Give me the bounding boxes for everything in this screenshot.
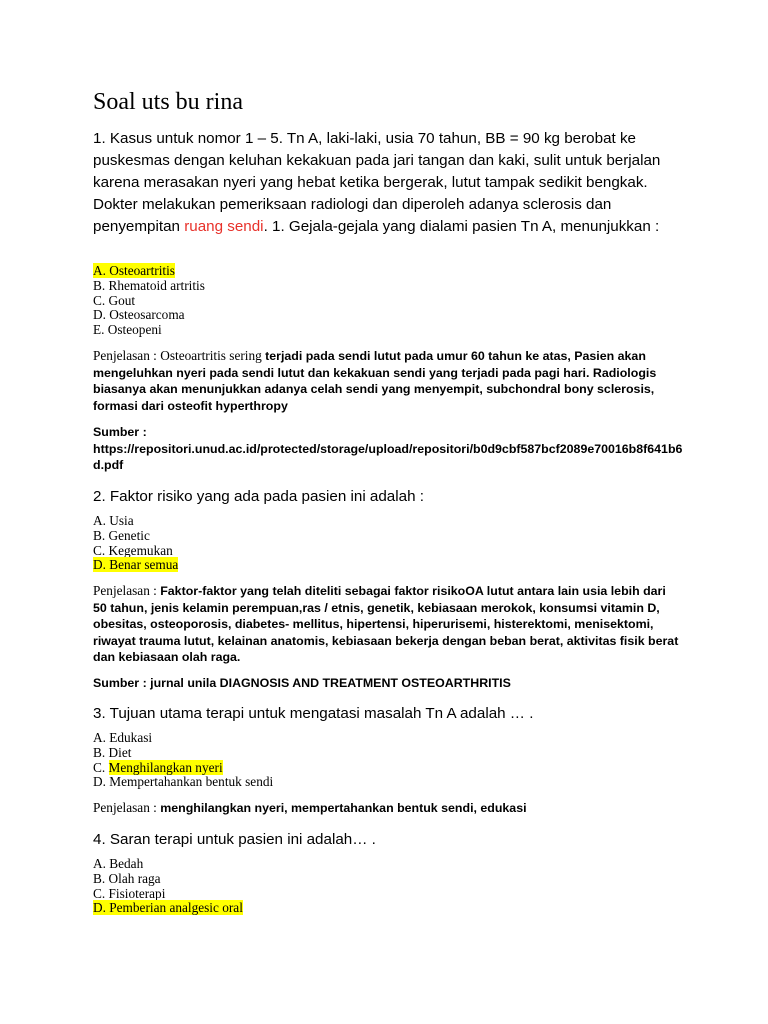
question-1-source [93,424,683,474]
question-3-text: 3. Tujuan utama terapi untuk mengatasi masalah Tn A adalah … . [93,705,534,722]
question-1-text [93,128,683,238]
explanation-bold: terjadi pada sendi lutut pada umur 60 tahun ke atas, Pasien akan mengeluhkan nyeri pada sendi lutut dan kekakuan sendi yang terjadi pada pagi hari. Radiologis biasanya akan menunjukkan adanya celah sendi yang menyempit, subchondral bony sclerosis, formasi dari osteofit hyperthropy [93,349,657,413]
option-c [93,761,273,776]
red-term: ruang sendi [184,218,264,235]
question-4-text: 4. Saran terapi untuk pasien ini adalah… . [93,831,376,848]
option-d: D. Osteosarcoma [93,307,185,323]
highlighted-answer: D. Pemberian analgesic oral [93,900,243,916]
question-2-explanation [93,583,683,666]
source-url: https://repositori.unud.ac.id/protected/storage/upload/repositori/b0d9cbf587bcf2089e70016b8f641b6d.pdf [93,441,683,473]
explanation-label: Penjelasan : [93,583,161,598]
highlighted-answer: D. Benar semua [93,557,179,573]
explanation-plain: Osteoartritis sering [160,348,266,363]
question-2-source: Sumber : jurnal unila DIAGNOSIS AND TREATMENT OSTEOARTHRITIS [93,676,511,690]
question-2-options [93,514,178,573]
question-1-text-part: . 1. Gejala-gejala yang dialami pasien Tn A, menunjukkan : [263,218,660,235]
explanation-bold: menghilangkan nyeri, mempertahankan bentuk sendi, edukasi [160,801,527,815]
option-d [93,901,243,916]
highlighted-answer: Menghilangkan nyeri [108,759,223,775]
option-b: B. Olah raga [93,870,161,886]
explanation-bold: Faktor-faktor yang telah diteliti sebagai faktor risikoOA lutut antara lain usia lebih dari 50 tahun, jenis kelamin perempuan,ras / etnis, genetik, kebiasaan merokok, konsumsi vitamin D, obesitas, osteoporosis, diabetes- mellitus, hipertensi, hiperurisemi, histerektomi, menisektomi, riwayat trauma lutut, kelainan anatomis, kebiasaan bekerja dengan beban berat, aktivitas fisik berat dan kebiasaan olah raga. [93,584,679,665]
source-label: Sumber : [93,425,147,439]
option-a: A. Edukasi [93,730,153,745]
option-e: E. Osteopeni [93,322,162,338]
option-c: C. Gout [93,292,136,308]
page-title: Soal uts bu rina [93,89,243,115]
highlighted-answer: A. Osteoartritis [93,263,175,278]
option-a: A. Usia [93,513,134,528]
option-c: C. Fisioterapi [93,885,166,901]
option-c: C. Kegemukan [93,542,173,558]
question-3-explanation [93,800,683,817]
option-a [93,264,205,279]
explanation-label: Penjelasan : [93,348,161,363]
option-a: A. Bedah [93,856,144,871]
option-b: B. Rhematoid artritis [93,277,205,293]
question-3-options [93,731,273,790]
question-2-text: 2. Faktor risiko yang ada pada pasien ini adalah : [93,488,424,505]
option-b: B. Genetic [93,527,150,543]
question-1-text-part: 1. Kasus untuk nomor 1 – 5. Tn A, laki-laki, usia 70 tahun, BB = 90 kg berobat ke puskesmas dengan keluhan kekakuan pada jari tangan dan kaki, sulit untuk berjalan karena merasakan nyeri yang hebat ketika bergerak, lutut tampak sedikit bengkak. Dokter melakukan pemeriksaan radiologi dan diperoleh adanya sclerosis dan penyempitan [93,130,661,235]
question-1-options [93,264,205,338]
question-1-explanation [93,348,683,414]
question-4-options [93,857,243,916]
option-d: D. Mempertahankan bentuk sendi [93,774,274,790]
explanation-label: Penjelasan : [93,800,161,815]
option-d [93,558,178,573]
option-c-prefix: C. [93,759,109,775]
option-b: B. Diet [93,744,132,760]
